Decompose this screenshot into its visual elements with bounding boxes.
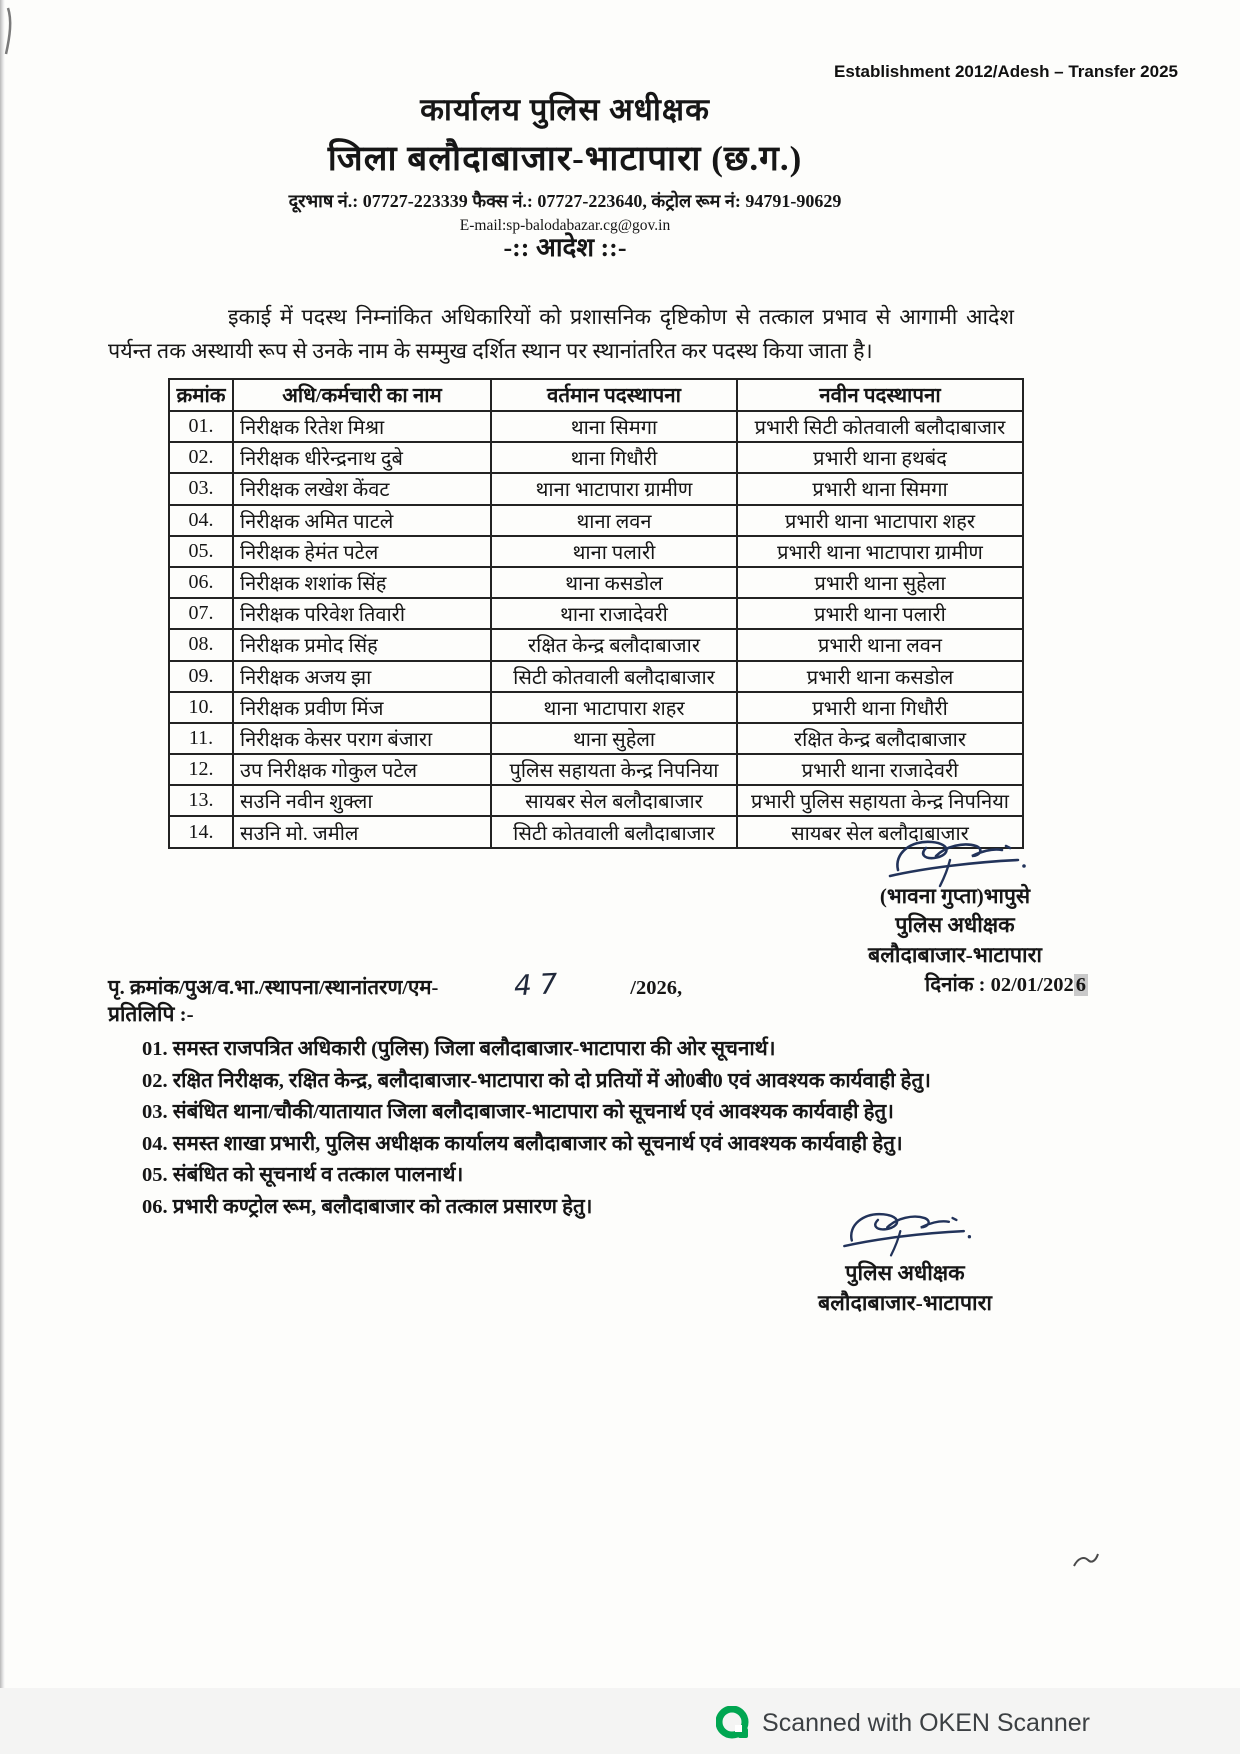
signature-ink-icon [880,836,1030,888]
cell-serial: 10. [169,692,233,723]
cell-name: निरीक्षक हेमंत पटेल [233,536,491,567]
table-row [169,598,1023,629]
table-row [169,692,1023,723]
cell-new: प्रभारी थाना लवन [737,629,1023,660]
cell-serial: 05. [169,536,233,567]
cell-new: प्रभारी थाना भाटापारा ग्रामीण [737,536,1023,567]
endorsement-line [108,968,1118,1001]
cell-name: निरीक्षक शशांक सिंह [233,567,491,598]
handwritten-number: 47 [512,966,566,1003]
scanner-credit [716,1706,1090,1740]
cell-serial: 03. [169,473,233,504]
cell-serial: 06. [169,567,233,598]
table-row [169,536,1023,567]
cell-name: निरीक्षक केसर पराग बंजारा [233,723,491,754]
table-row [169,723,1023,754]
signatory-district: बलौदाबाजार-भाटापारा [868,943,1042,967]
signature-block-sp-bottom [740,1208,1070,1318]
cell-current: थाना पलारी [491,536,737,567]
header-new: नवीन पदस्थापना [737,379,1023,411]
cell-serial: 01. [169,411,233,442]
ink-mark-artifact [1070,1548,1100,1574]
cell-current: थाना गिधौरी [491,442,737,473]
header-current: वर्तमान पदस्थापना [491,379,737,411]
table-row [169,473,1023,504]
date-corrected-digit: 6 [1075,974,1086,996]
cell-serial: 07. [169,598,233,629]
cell-current: सायबर सेल बलौदाबाजार [491,785,737,816]
cell-new: प्रभारी थाना राजादेवरी [737,754,1023,785]
cell-current: थाना लवन [491,505,737,536]
signature-block-sp [790,836,1120,970]
header-name: अधि/कर्मचारी का नाम [233,379,491,411]
table-row [169,754,1023,785]
table-row [169,411,1023,442]
cell-current: थाना राजादेवरी [491,598,737,629]
district-title: जिला बलौदाबाजार-भाटापारा (छ.ग.) [327,139,803,178]
endorsement-number-prefix: पृ. क्रमांक/पुअ/व.भा./स्थापना/स्थानांतरण/एम- [108,977,439,999]
date-value: 02/01/202 [990,974,1074,996]
date-label: दिनांक : [924,974,991,996]
cell-current: थाना भाटापारा ग्रामीण [491,473,737,504]
cell-new: प्रभारी थाना भाटापारा शहर [737,505,1023,536]
table-row [169,629,1023,660]
cell-name: सउनि मो. जमील [233,816,491,847]
scanner-footer-band [0,1688,1240,1754]
contact-line: दूरभाष नं.: 07727-223339 फैक्स नं.: 07727-223640, कंट्रोल रूम नं: 94791-90629 [288,191,842,211]
cell-new: प्रभारी थाना हथबंद [737,442,1023,473]
table-row [169,442,1023,473]
cell-new: सायबर सेल बलौदाबाजार [737,816,1023,847]
scanner-credit-text: Scanned with OKEN Scanner [762,1708,1090,1737]
cell-name: निरीक्षक रितेश मिश्रा [233,411,491,442]
table-row [169,785,1023,816]
oken-scanner-logo-icon [716,1706,750,1740]
office-title: कार्यालय पुलिस अधीक्षक [420,92,710,127]
cell-current: सिटी कोतवाली बलौदाबाजार [491,661,737,692]
cell-current: पुलिस सहायता केन्द्र निपनिया [491,754,737,785]
cell-serial: 11. [169,723,233,754]
copies-item: 04. समस्त शाखा प्रभारी, पुलिस अधीक्षक कार्यालय बलौदाबाजार को सूचनार्थ एवं आवश्यक कार्यवाही हेतु। [142,1132,903,1155]
endorsement-year: /2026, [630,977,683,999]
cell-serial: 09. [169,661,233,692]
copies-item: 05. संबंधित को सूचनार्थ व तत्काल पालनार्थ। [142,1164,464,1186]
letterhead [0,88,1130,235]
cell-new: प्रभारी थाना सुहेला [737,567,1023,598]
copies-heading: प्रतिलिपि :- [108,1002,194,1026]
table-row [169,567,1023,598]
cell-serial: 08. [169,629,233,660]
signatory-name: (भावना गुप्ता)भापुसे [879,884,1031,908]
cell-name: उप निरीक्षक गोकुल पटेल [233,754,491,785]
table-row [169,505,1023,536]
cell-name: निरीक्षक अमित पाटले [233,505,491,536]
cell-current: रक्षित केन्द्र बलौदाबाजार [491,629,737,660]
email-line: E-mail:sp-balodabazar.cg@gov.in [459,217,671,234]
cell-new: प्रभारी थाना गिधौरी [737,692,1023,723]
order-heading: -:: आदेश ::- [503,233,627,262]
cell-new: प्रभारी सिटी कोतवाली बलौदाबाजार [737,411,1023,442]
signatory-rank: पुलिस अधीक्षक [895,913,1015,937]
order-body-paragraph: इकाई में पदस्थ निम्नांकित अधिकारियों को प्रशासनिक दृष्टिकोण से तत्काल प्रभाव से आगामी आदेश पर्यन्त तक अस्थायी रूप से उनके नाम के सम्मुख दर्शित स्थान पर स्थानांतरित कर पदस्थ किया जाता है। [108,304,1014,363]
cell-name: निरीक्षक लखेश केंवट [233,473,491,504]
copies-item: 01. समस्त राजपत्रित अधिकारी (पुलिस) जिला बलौदाबाजार-भाटापारा की ओर सूचनार्थ। [142,1038,776,1060]
cell-serial: 13. [169,785,233,816]
pen-mark-artifact [2,6,26,56]
transfer-table [168,378,1024,849]
cell-serial: 12. [169,754,233,785]
cell-name: निरीक्षक प्रमोद सिंह [233,629,491,660]
cell-serial: 04. [169,505,233,536]
table-row [169,661,1023,692]
signature-ink-icon [835,1208,975,1258]
table-header-row [169,379,1023,411]
copies-list [142,1034,1042,1223]
cell-name: सउनि नवीन शुक्ला [233,785,491,816]
cell-current: थाना कसडोल [491,567,737,598]
cell-new: प्रभारी पुलिस सहायता केन्द्र निपनिया [737,785,1023,816]
copies-item: 03. संबंधित थाना/चौकी/यातायात जिला बलौदाबाजार-भाटापारा को सूचनार्थ एवं आवश्यक कार्यवाही हेतु। [142,1101,894,1123]
cell-new: प्रभारी थाना सिमगा [737,473,1023,504]
cell-name: निरीक्षक प्रवीण मिंज [233,692,491,723]
copies-item: 02. रक्षित निरीक्षक, रक्षित केन्द्र, बलौदाबाजार-भाटापारा को दो प्रतियों में ओ0बी0 एवं आवश्यक कार्यवाही हेतु। [142,1069,931,1092]
establishment-stamp: Establishment 2012/Adesh – Transfer 2025 [834,62,1178,81]
signatory-rank: पुलिस अधीक्षक [845,1261,965,1285]
cell-name: निरीक्षक अजय झा [233,661,491,692]
date-line [925,970,1088,998]
cell-current: थाना सुहेला [491,723,737,754]
cell-serial: 02. [169,442,233,473]
cell-name: निरीक्षक परिवेश तिवारी [233,598,491,629]
cell-serial: 14. [169,816,233,847]
cell-new: प्रभारी थाना कसडोल [737,661,1023,692]
cell-current: सिटी कोतवाली बलौदाबाजार [491,816,737,847]
cell-current: थाना भाटापारा शहर [491,692,737,723]
header-serial: क्रमांक [169,379,233,411]
cell-new: प्रभारी थाना पलारी [737,598,1023,629]
cell-current: थाना सिमगा [491,411,737,442]
signatory-district: बलौदाबाजार-भाटापारा [818,1291,992,1315]
copies-item: 06. प्रभारी कण्ट्रोल रूम, बलौदाबाजार को तत्काल प्रसारण हेतु। [142,1195,593,1218]
cell-name: निरीक्षक धीरेन्द्रनाथ दुबे [233,442,491,473]
cell-new: रक्षित केन्द्र बलौदाबाजार [737,723,1023,754]
